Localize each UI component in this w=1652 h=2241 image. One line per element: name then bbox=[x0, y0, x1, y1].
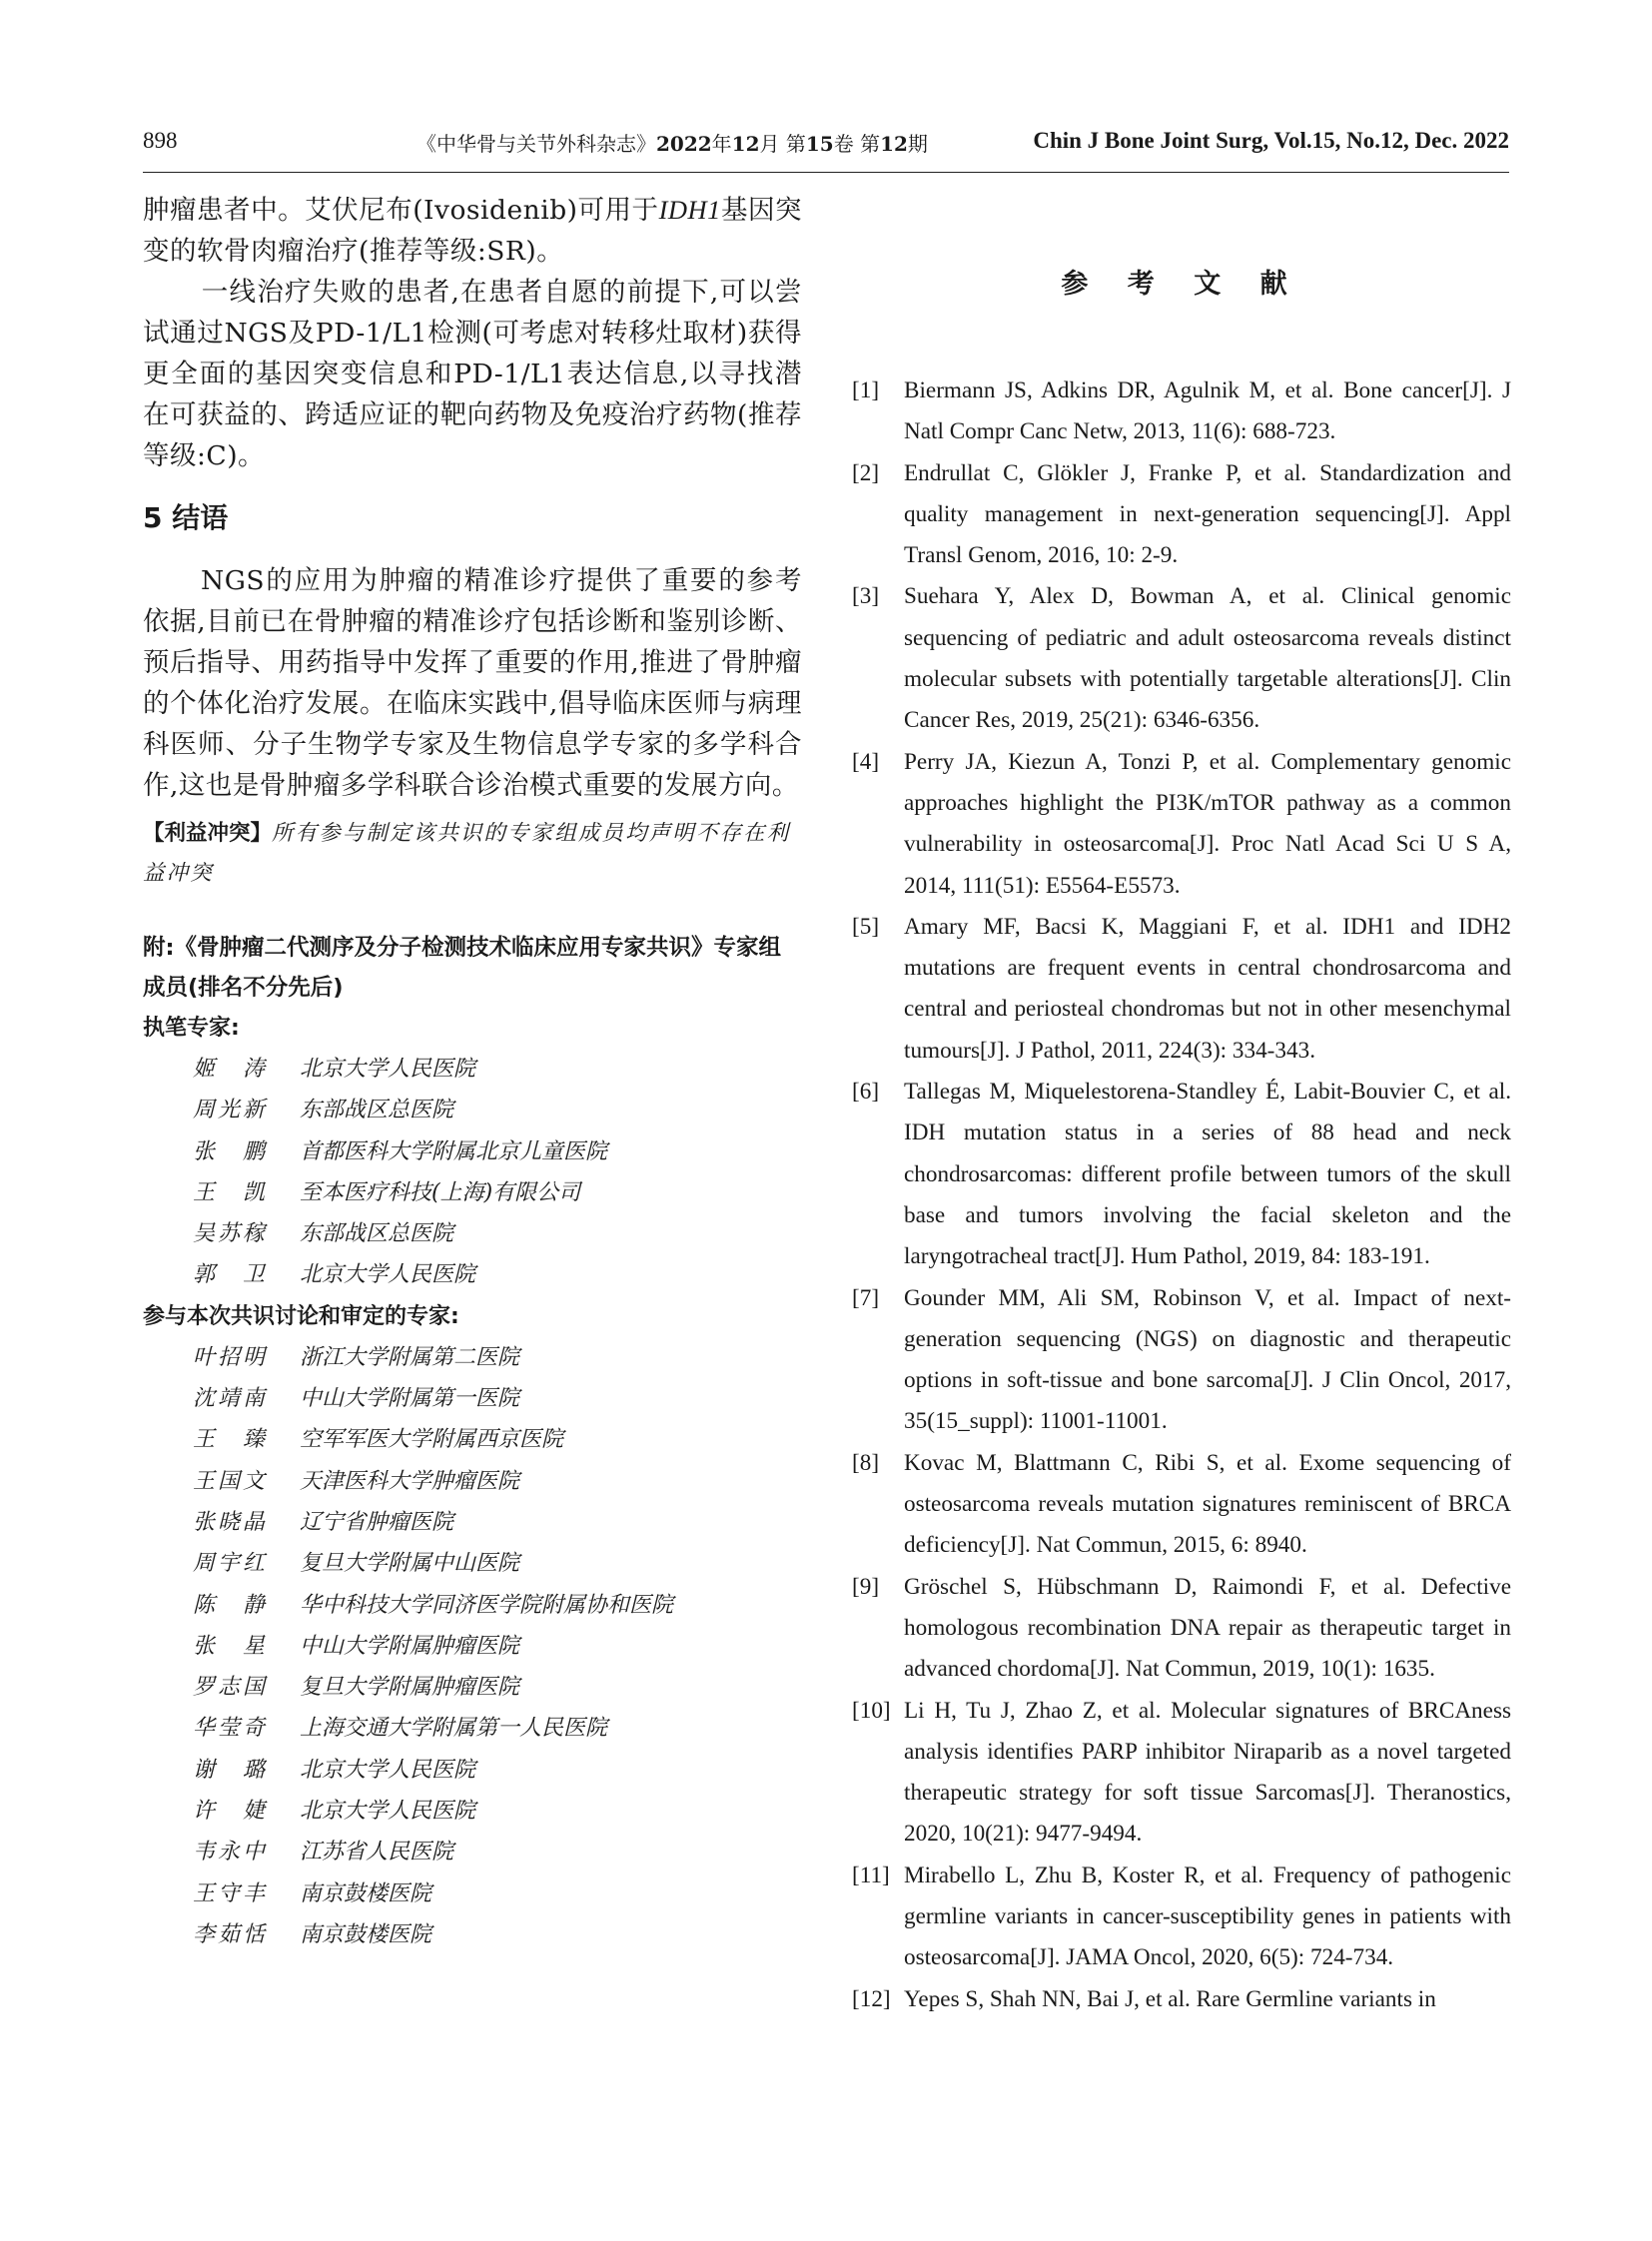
paragraph-ivosidenib bbox=[143, 190, 802, 272]
reference-item bbox=[852, 1979, 1511, 2020]
reference-item bbox=[852, 1567, 1511, 1691]
issue-year: 2022 bbox=[656, 132, 712, 156]
reference-item bbox=[852, 1856, 1511, 1979]
member-org: 东部战区总医院 bbox=[300, 1221, 454, 1247]
member-org: 南京鼓楼医院 bbox=[300, 1880, 432, 1906]
reference-text: Endrullat C, Glökler J, Franke P, et al. Standardization and quality management in next-generation sequencing[J]. Appl Transl Genom, 2016, 10: 2-9. bbox=[904, 459, 1511, 569]
reference-number: [12] bbox=[852, 1985, 891, 2012]
writer-item bbox=[143, 1090, 802, 1130]
member-org: 东部战区总医院 bbox=[300, 1098, 454, 1123]
member-name: 吴苏稼 bbox=[193, 1221, 269, 1247]
reviewer-item bbox=[143, 1585, 802, 1626]
journal-title-cn bbox=[416, 128, 928, 157]
reference-text: Mirabello L, Zhu B, Koster R, et al. Frequency of pathogenic germline variants in cancer-susceptibility genes in patients with osteosarcoma[J]. JAMA Oncol, 2020, 6(5): 724-734. bbox=[904, 1862, 1511, 1971]
member-name: 张 星 bbox=[193, 1633, 269, 1659]
reference-number: [7] bbox=[852, 1284, 880, 1311]
writers-list bbox=[143, 1049, 802, 1296]
member-name: 谢 璐 bbox=[193, 1757, 269, 1783]
member-org: 首都医科大学附属北京儿童医院 bbox=[300, 1138, 608, 1164]
member-name: 周光新 bbox=[193, 1098, 269, 1123]
reviewer-item bbox=[143, 1791, 802, 1832]
member-name: 许 婕 bbox=[193, 1799, 269, 1825]
issue-month-unit: 月 第 bbox=[759, 132, 806, 156]
appendix-title: 附:《骨肿瘤二代测序及分子检测技术临床应用专家共识》专家组成员(排名不分先后) bbox=[143, 935, 781, 1001]
member-name: 华莹奇 bbox=[193, 1716, 269, 1742]
member-org: 浙江大学附属第二医院 bbox=[300, 1344, 520, 1370]
reference-item bbox=[852, 1443, 1511, 1567]
reference-number: [9] bbox=[852, 1573, 880, 1600]
member-name: 叶招明 bbox=[193, 1344, 269, 1370]
member-org: 北京大学人民医院 bbox=[300, 1757, 476, 1783]
paragraph-conclusion-text: NGS的应用为肿瘤的精准诊疗提供了重要的参考依据,目前已在骨肿瘤的精准诊疗包括诊断和鉴别诊断、预后指导、用药指导中发挥了重要的作用,推进了骨肿瘤的个体化治疗发展。在临床实践中,倡导临床医师与病理科医师、分子生物学专家及生物信息学专家的多学科合作,这也是骨肿瘤多学科联合诊治模式重要的发展方向。 bbox=[143, 565, 802, 801]
reviewers-heading: 参与本次共识讨论和审定的专家: bbox=[143, 1303, 459, 1329]
reference-item bbox=[852, 576, 1511, 741]
member-name: 王守丰 bbox=[193, 1880, 269, 1906]
reference-number: [6] bbox=[852, 1079, 880, 1106]
issue-month: 12 bbox=[731, 132, 760, 156]
reviewer-item bbox=[143, 1626, 802, 1667]
member-org: 上海交通大学附属第一人民医院 bbox=[300, 1716, 608, 1742]
reviewers-list bbox=[143, 1337, 802, 1955]
header-rule bbox=[143, 172, 1509, 173]
paragraph-conclusion bbox=[143, 560, 802, 806]
member-name: 王国文 bbox=[193, 1468, 269, 1494]
reference-item bbox=[852, 1072, 1511, 1277]
right-column bbox=[852, 190, 1511, 2020]
member-org: 华中科技大学同济医学院附属协和医院 bbox=[300, 1592, 674, 1618]
reference-text: Gounder MM, Ali SM, Robinson V, et al. Impact of next-generation sequencing (NGS) on diagnostic and therapeutic options in soft-tissue and bone sarcoma[J]. J Clin Oncol, 2017, 35(15_suppl): 11001-11001. bbox=[904, 1284, 1511, 1435]
member-name: 张晓晶 bbox=[193, 1509, 269, 1535]
reference-list bbox=[852, 371, 1511, 2020]
conflict-of-interest bbox=[143, 814, 802, 894]
page-number: 898 bbox=[143, 128, 178, 153]
reference-item bbox=[852, 453, 1511, 577]
paragraph-ivosidenib-pre: 肿瘤患者中。艾伏尼布(Ivosidenib)可用于 bbox=[143, 195, 659, 226]
reference-number: [8] bbox=[852, 1449, 880, 1476]
journal-title-en: Chin J Bone Joint Surg, Vol.15, No.12, Dec. 2022 bbox=[1033, 128, 1509, 153]
member-org: 天津医科大学肿瘤医院 bbox=[300, 1468, 520, 1494]
member-name: 陈 静 bbox=[193, 1592, 269, 1618]
issue-number: 12 bbox=[880, 132, 908, 156]
member-org: 北京大学人民医院 bbox=[300, 1262, 476, 1288]
member-org: 中山大学附属第一医院 bbox=[300, 1386, 520, 1412]
reference-number: [5] bbox=[852, 913, 880, 940]
reviewer-item bbox=[143, 1832, 802, 1872]
member-org: 南京鼓楼医院 bbox=[300, 1921, 432, 1947]
reference-number: [10] bbox=[852, 1697, 891, 1724]
section-5-heading: 5 结语 bbox=[143, 501, 229, 534]
member-org: 北京大学人民医院 bbox=[300, 1057, 476, 1082]
writer-item bbox=[143, 1172, 802, 1213]
reference-item bbox=[852, 371, 1511, 453]
reviewer-item bbox=[143, 1337, 802, 1378]
left-column bbox=[143, 190, 802, 1955]
issue-volume: 15 bbox=[805, 132, 834, 156]
member-name: 王 凯 bbox=[193, 1179, 269, 1205]
coi-label: 【利益冲突】 bbox=[143, 821, 273, 846]
journal-name-cn: 《中华骨与关节外科杂志》 bbox=[416, 132, 656, 156]
running-head bbox=[143, 128, 1509, 162]
member-org: 辽宁省肿瘤医院 bbox=[300, 1509, 454, 1535]
reviewer-item bbox=[143, 1419, 802, 1460]
reference-number: [3] bbox=[852, 583, 880, 610]
reference-text: Tallegas M, Miquelestorena-Standley É, Labit-Bouvier C, et al. IDH mutation status in a series of 88 head and neck chondrosarcomas: different profile between tumors of the skull base and tumors involving the facial skeleton and the laryngotracheal tract[J]. Hum Pathol, 2019, 84: 183-191. bbox=[904, 1079, 1511, 1270]
reference-text: Gröschel S, Hübschmann D, Raimondi F, et al. Defective homologous recombination DNA repair as therapeutic target in advanced chordoma[J]. Nat Commun, 2019, 10(1): 1635. bbox=[904, 1573, 1511, 1683]
reviewer-item bbox=[143, 1914, 802, 1955]
reference-text: Li H, Tu J, Zhao Z, et al. Molecular signatures of BRCAness analysis identifies PARP inhibitor Niraparib as a novel targeted therapeutic strategy for soft tissue Sarcomas[J]. Theranostics, 2020, 10(21): 9477-9494. bbox=[904, 1697, 1511, 1848]
member-org: 中山大学附属肿瘤医院 bbox=[300, 1633, 520, 1659]
writer-item bbox=[143, 1213, 802, 1254]
reviewer-item bbox=[143, 1461, 802, 1502]
gene-name: IDH1 bbox=[658, 195, 721, 225]
writers-heading: 执笔专家: bbox=[143, 1016, 240, 1041]
reference-number: [4] bbox=[852, 748, 880, 775]
reference-item bbox=[852, 742, 1511, 907]
reference-text: Perry JA, Kiezun A, Tonzi P, et al. Complementary genomic approaches highlight the PI3K/mTOR pathway as a common vulnerability in osteosarcoma[J]. Proc Natl Acad Sci U S A, 2014, 111(51): E5564-E5573. bbox=[904, 748, 1511, 899]
member-name: 周宇红 bbox=[193, 1551, 269, 1577]
paragraph-ivosidenib-post: 基因突变的软骨肉瘤治疗(推荐等级:SR)。 bbox=[143, 195, 802, 267]
reviewer-item bbox=[143, 1378, 802, 1419]
member-name: 沈靖南 bbox=[193, 1386, 269, 1412]
member-name: 王 臻 bbox=[193, 1427, 269, 1453]
paragraph-first-line-failure-text: 一线治疗失败的患者,在患者自愿的前提下,可以尝试通过NGS及PD-1/L1检测(可考虑对转移灶取材)获得更全面的基因突变信息和PD-1/L1表达信息,以寻找潜在可获益的、跨适应证的靶向药物及免疫治疗药物(推荐等级:C)。 bbox=[143, 277, 802, 471]
member-name: 姬 涛 bbox=[193, 1057, 269, 1082]
reference-item bbox=[852, 1691, 1511, 1856]
reference-item bbox=[852, 907, 1511, 1072]
member-org: 江苏省人民医院 bbox=[300, 1840, 454, 1866]
member-org: 复旦大学附属中山医院 bbox=[300, 1551, 520, 1577]
writer-item bbox=[143, 1049, 802, 1090]
reviewer-item bbox=[143, 1543, 802, 1584]
writer-item bbox=[143, 1254, 802, 1295]
issue-volume-unit: 卷 第 bbox=[833, 132, 881, 156]
reference-text: Amary MF, Bacsi K, Maggiani F, et al. IDH1 and IDH2 mutations are frequent events in central chondrosarcoma and central and periosteal chondromas but not in other mesenchymal tumours[J]. J Pathol, 2011, 224(3): 334-343. bbox=[904, 913, 1511, 1064]
reviewer-item bbox=[143, 1667, 802, 1708]
coi-text: 所有参与制定该共识的专家组成员均声明不存在利益冲突 bbox=[143, 821, 791, 886]
references-title: 参 考 文 献 bbox=[1061, 269, 1302, 300]
reference-text: Kovac M, Blattmann C, Ribi S, et al. Exome sequencing of osteosarcoma reveals mutation signatures reminiscent of BRCA deficiency[J]. Nat Commun, 2015, 6: 8940. bbox=[904, 1449, 1511, 1559]
member-name: 罗志国 bbox=[193, 1675, 269, 1701]
member-name: 李茹恬 bbox=[193, 1921, 269, 1947]
member-org: 空军军医大学附属西京医院 bbox=[300, 1427, 564, 1453]
reference-text: Suehara Y, Alex D, Bowman A, et al. Clinical genomic sequencing of pediatric and adult osteosarcoma reveals distinct molecular subsets with potentially targetable alterations[J]. Clin Cancer Res, 2019, 25(21): 6346-6356. bbox=[904, 583, 1511, 734]
member-org: 复旦大学附属肿瘤医院 bbox=[300, 1675, 520, 1701]
issue-number-unit: 期 bbox=[907, 132, 928, 156]
reviewer-item bbox=[143, 1873, 802, 1914]
reference-number: [2] bbox=[852, 459, 880, 486]
reviewer-item bbox=[143, 1502, 802, 1543]
issue-year-unit: 年 bbox=[711, 132, 732, 156]
member-name: 张 鹏 bbox=[193, 1138, 269, 1164]
member-name: 韦永中 bbox=[193, 1840, 269, 1866]
reviewer-item bbox=[143, 1708, 802, 1749]
member-name: 郭 卫 bbox=[193, 1262, 269, 1288]
member-org: 至本医疗科技(上海)有限公司 bbox=[300, 1179, 581, 1205]
reference-item bbox=[852, 1278, 1511, 1443]
reference-number: [11] bbox=[852, 1862, 890, 1888]
reference-number: [1] bbox=[852, 377, 880, 403]
reference-text: Biermann JS, Adkins DR, Agulnik M, et al. Bone cancer[J]. J Natl Compr Canc Netw, 2013, 11(6): 688-723. bbox=[904, 377, 1511, 445]
reference-text: Yepes S, Shah NN, Bai J, et al. Rare Germline variants in bbox=[904, 1985, 1436, 2012]
writer-item bbox=[143, 1131, 802, 1172]
paragraph-first-line-failure bbox=[143, 272, 802, 476]
reviewer-item bbox=[143, 1750, 802, 1791]
member-org: 北京大学人民医院 bbox=[300, 1799, 476, 1825]
